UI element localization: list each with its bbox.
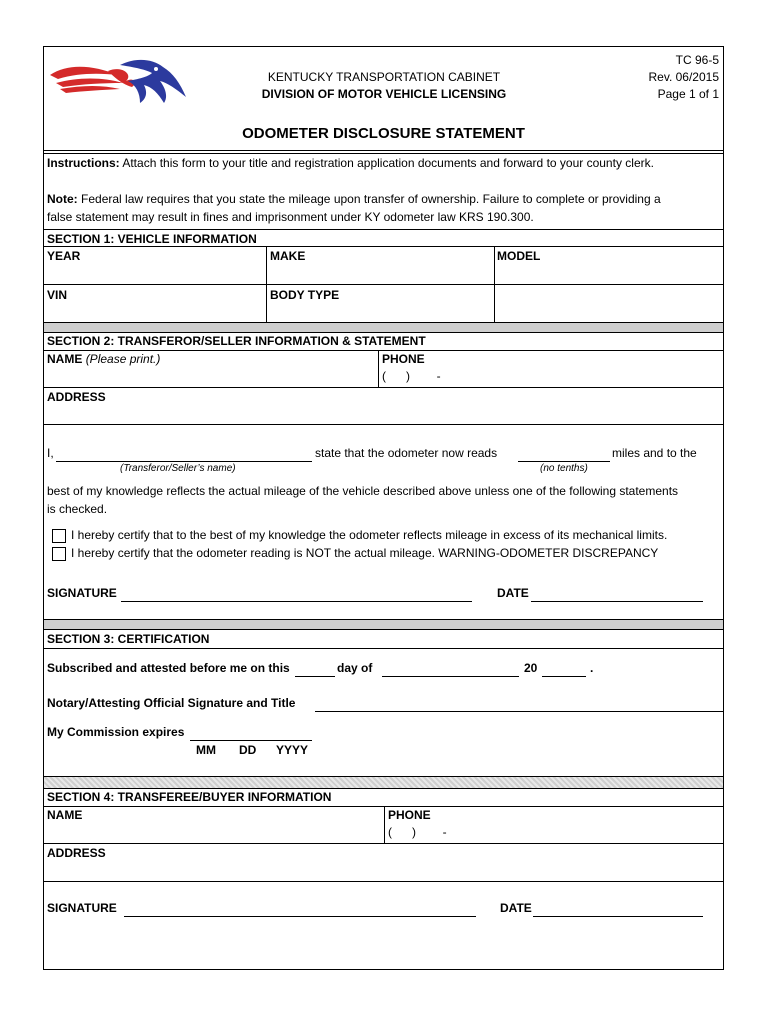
seller-date-label: DATE	[497, 586, 529, 600]
i-prefix: I,	[47, 446, 54, 460]
seller-date-line[interactable]	[531, 601, 703, 602]
buyer-name-label: NAME	[47, 808, 83, 822]
odometer-reading-line[interactable]	[518, 461, 610, 462]
note-label: Note:	[47, 192, 78, 206]
day-line[interactable]	[295, 676, 335, 677]
commission-date-line[interactable]	[190, 740, 312, 741]
instructions	[47, 156, 654, 170]
division-name: DIVISION OF MOTOR VEHICLE LICENSING	[261, 87, 507, 101]
seller-signature-line[interactable]	[121, 601, 472, 602]
seller-address-field[interactable]	[44, 388, 723, 424]
notary-label: Notary/Attesting Official Signature and Title	[47, 696, 296, 710]
odometer-form	[43, 46, 724, 970]
buyer-date-line[interactable]	[533, 916, 703, 917]
revision-date: Rev. 06/2015	[648, 70, 719, 84]
cert-mechanical-limits-text: I hereby certify that to the best of my knowledge the odometer reflects mileage in excess of its mechanical limits.	[71, 528, 668, 542]
seller-name-hint: (Please print.)	[85, 352, 161, 366]
year-label: YEAR	[47, 249, 81, 263]
commission-label: My Commission expires	[47, 725, 185, 739]
yyyy-caption: YYYY	[276, 743, 309, 757]
body-type-field[interactable]	[267, 285, 494, 322]
cert-mechanical-limits-checkbox[interactable]	[52, 529, 66, 543]
seller-name-line[interactable]	[56, 461, 312, 462]
instructions-label: Instructions:	[47, 156, 120, 170]
section4-heading: SECTION 4: TRANSFEREE/BUYER INFORMATION	[47, 790, 332, 804]
vin-label: VIN	[47, 288, 68, 302]
cert-not-actual-checkbox[interactable]	[52, 547, 66, 561]
seller-signature-label: SIGNATURE	[47, 586, 117, 600]
miles-text: miles and to the	[612, 446, 697, 460]
seller-phone-field[interactable]: ( ) -	[382, 369, 441, 383]
buyer-signature-label: SIGNATURE	[47, 901, 117, 915]
instructions-text: Attach this form to your title and registration application documents and forward to your county clerk.	[122, 156, 654, 170]
vin-field[interactable]	[44, 285, 266, 322]
kentucky-eagle-logo	[48, 53, 188, 108]
state-text: state that the odometer now reads	[315, 446, 498, 460]
period: .	[590, 661, 594, 675]
model-field[interactable]	[495, 246, 723, 284]
mm-caption: MM	[196, 743, 216, 757]
subscribed-text: Subscribed and attested before me on this	[47, 661, 290, 675]
dd-caption: DD	[239, 743, 257, 757]
note-line2: false statement may result in fines and imprisonment under KY odometer law KRS 190.300.	[47, 210, 534, 224]
seller-name-label-text: NAME	[47, 352, 83, 366]
cert-not-actual-text: I hereby certify that the odometer reading is NOT the actual mileage. WARNING-ODOMETER DISCREPANCY	[71, 546, 659, 560]
form-title: ODOMETER DISCLOSURE STATEMENT	[242, 125, 525, 142]
buyer-name-field[interactable]	[44, 807, 383, 843]
buyer-address-label: ADDRESS	[47, 846, 106, 860]
seller-phone-label: PHONE	[382, 352, 425, 366]
section2-heading: SECTION 2: TRANSFEROR/SELLER INFORMATION & STATEMENT	[47, 334, 426, 348]
page-number: Page 1 of 1	[657, 87, 719, 101]
note-line1: Federal law requires that you state the mileage upon transfer of ownership. Failure to complete or providing a	[81, 192, 661, 206]
body-type-label: BODY TYPE	[270, 288, 340, 302]
year-line[interactable]	[542, 676, 586, 677]
year-field[interactable]	[44, 246, 266, 284]
make-field[interactable]	[267, 246, 494, 284]
tenths-caption: (no tenths)	[540, 463, 588, 474]
make-label: MAKE	[270, 249, 306, 263]
statement-line1: best of my knowledge reflects the actual mileage of the vehicle described above unless one of the following statements	[47, 484, 679, 498]
statement-text	[47, 482, 723, 518]
day-of-text: day of	[337, 661, 373, 675]
month-line[interactable]	[382, 676, 519, 677]
form-number: TC 96-5	[675, 53, 719, 67]
seller-name-caption: (Transferor/Seller’s name)	[120, 463, 236, 474]
section3-heading: SECTION 3: CERTIFICATION	[47, 632, 210, 646]
notary-signature-line[interactable]	[315, 711, 723, 712]
buyer-address-field[interactable]	[44, 844, 723, 881]
buyer-phone-field[interactable]: ( ) -	[388, 825, 447, 839]
statement-line2: is checked.	[47, 502, 108, 516]
year-prefix: 20	[524, 661, 538, 675]
note	[47, 190, 661, 226]
model-label: MODEL	[497, 249, 541, 263]
buyer-signature-line[interactable]	[124, 916, 476, 917]
buyer-phone-label: PHONE	[388, 808, 431, 822]
seller-address-label: ADDRESS	[47, 390, 106, 404]
section1-heading: SECTION 1: VEHICLE INFORMATION	[47, 232, 257, 246]
agency-name: KENTUCKY TRANSPORTATION CABINET	[267, 70, 501, 84]
buyer-date-label: DATE	[500, 901, 532, 915]
seller-name-field[interactable]	[44, 351, 377, 387]
